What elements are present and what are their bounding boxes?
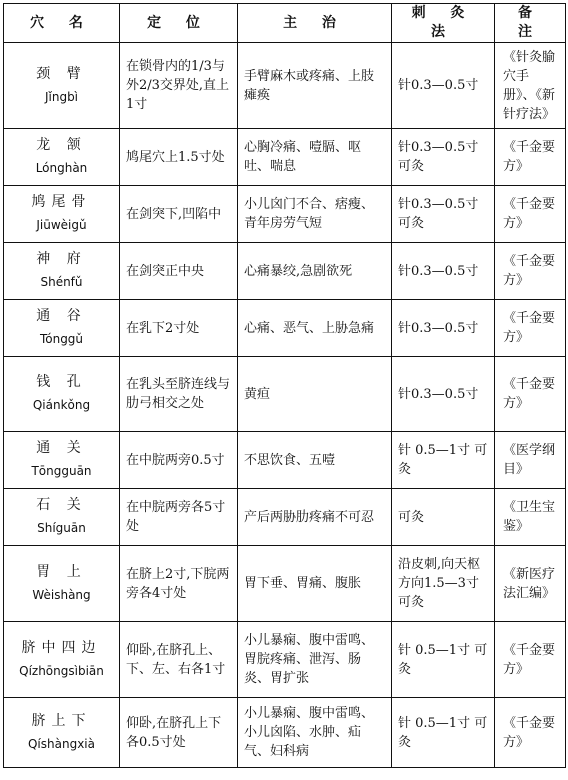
point-pinyin: Lónghàn <box>35 161 88 175</box>
indication-cell: 胃下垂、胃痛、腹胀 <box>238 546 392 622</box>
location-cell: 在锁骨内的1/3与外2/3交界处,直上1寸 <box>120 43 238 129</box>
acupoint-table <box>3 3 566 768</box>
point-name: 通 关 <box>36 440 87 456</box>
location-cell: 在剑突正中央 <box>120 243 238 300</box>
point-name: 石 关 <box>36 497 87 513</box>
point-name-cell <box>4 698 120 768</box>
note-cell: 《千金要方》 <box>495 300 566 357</box>
indication-cell: 不思饮食、五噎 <box>238 432 392 489</box>
point-name: 鸠尾骨 <box>31 194 92 210</box>
location-cell: 在脐上2寸,下脘两旁各4寸处 <box>120 546 238 622</box>
point-pinyin: Qíshàngxià <box>27 736 95 751</box>
header-row <box>4 4 566 43</box>
method-cell: 针 0.5—1寸 可灸 <box>392 432 495 489</box>
point-pinyin: Wèishàng <box>32 587 91 602</box>
table-row <box>4 129 566 186</box>
table-row <box>4 43 566 129</box>
point-name: 脐上下 <box>31 712 92 729</box>
table-row <box>4 357 566 432</box>
point-name-cell <box>4 622 120 698</box>
point-pinyin: Tōngguān <box>31 464 92 478</box>
point-name-cell <box>4 357 120 432</box>
point-name-cell <box>4 546 120 622</box>
location-cell: 在乳头至脐连线与肋弓相交之处 <box>120 357 238 432</box>
indication-cell: 心痛、恶气、上胁急痛 <box>238 300 392 357</box>
note-cell: 《卫生宝鉴》 <box>495 489 566 546</box>
table-row <box>4 432 566 489</box>
method-cell: 针0.3—0.5寸 <box>392 43 495 129</box>
indication-cell: 小儿暴痫、腹中雷鸣、小儿囟陷、水肿、疝气、妇科病 <box>238 698 392 768</box>
method-cell: 针 0.5—1寸 可灸 <box>392 698 495 768</box>
method-cell: 针0.3—0.5寸 <box>392 357 495 432</box>
indication-cell: 小儿暴痫、腹中雷鸣、胃脘疼痛、泄泻、肠炎、胃扩张 <box>238 622 392 698</box>
table-row <box>4 546 566 622</box>
header-indication: 主 治 <box>238 4 392 43</box>
note-cell: 《针灸腧穴手册》、《新针疗法》 <box>495 43 566 129</box>
note-cell: 《千金要方》 <box>495 186 566 243</box>
table-row <box>4 243 566 300</box>
method-cell: 针 0.5—1寸 可灸 <box>392 622 495 698</box>
point-name: 脐中四边 <box>21 639 102 656</box>
note-cell: 《千金要方》 <box>495 357 566 432</box>
point-name: 通 谷 <box>36 308 87 324</box>
point-name: 神 府 <box>36 251 87 267</box>
header-note: 备 注 <box>495 4 566 43</box>
point-name-cell <box>4 43 120 129</box>
point-name-cell <box>4 300 120 357</box>
point-name: 钱 孔 <box>36 374 87 390</box>
table-row <box>4 186 566 243</box>
note-cell: 《千金要方》 <box>495 698 566 768</box>
location-cell: 仰卧,在脐孔上、下、左、右各1寸 <box>120 622 238 698</box>
note-cell: 《新医疗法汇编》 <box>495 546 566 622</box>
method-cell: 沿皮刺,向天枢方向1.5—3寸 可灸 <box>392 546 495 622</box>
point-pinyin: Qízhōngsìbiān <box>19 663 104 678</box>
table-row <box>4 622 566 698</box>
point-name-cell <box>4 489 120 546</box>
point-name-cell <box>4 432 120 489</box>
point-pinyin: Jǐngbì <box>44 89 79 104</box>
note-cell: 《千金要方》 <box>495 622 566 698</box>
header-method: 刺 灸 法 <box>392 4 495 43</box>
method-cell: 针0.3—0.5寸 <box>392 300 495 357</box>
point-name: 颈 臂 <box>36 65 87 82</box>
note-cell: 《医学纲目》 <box>495 432 566 489</box>
point-pinyin: Qiánkǒng <box>32 398 91 412</box>
header-location: 定 位 <box>120 4 238 43</box>
point-pinyin: Jiūwèigǔ <box>36 218 87 232</box>
location-cell: 在剑突下,凹陷中 <box>120 186 238 243</box>
point-name: 胃 上 <box>36 563 87 580</box>
point-pinyin: Shíguān <box>37 521 86 535</box>
indication-cell: 产后两胁肋疼痛不可忍 <box>238 489 392 546</box>
method-cell: 针0.3—0.5寸 可灸 <box>392 129 495 186</box>
indication-cell: 小儿囟门不合、痞瘦、青年房劳气短 <box>238 186 392 243</box>
table-row <box>4 489 566 546</box>
indication-cell: 手臂麻木或疼痛、上肢瘫痪 <box>238 43 392 129</box>
header-point-name: 穴 名 <box>4 4 120 43</box>
point-pinyin: Shénfǔ <box>40 275 83 289</box>
method-cell: 可灸 <box>392 489 495 546</box>
point-name-cell <box>4 186 120 243</box>
location-cell: 仰卧,在脐孔上下各0.5寸处 <box>120 698 238 768</box>
method-cell: 针0.3—0.5寸 可灸 <box>392 186 495 243</box>
indication-cell: 心痛暴绞,急剧欲死 <box>238 243 392 300</box>
indication-cell: 心胸冷痛、噎膈、呕吐、喘息 <box>238 129 392 186</box>
location-cell: 在中脘两旁0.5寸 <box>120 432 238 489</box>
indication-cell: 黄疸 <box>238 357 392 432</box>
location-cell: 在乳下2寸处 <box>120 300 238 357</box>
point-name-cell <box>4 243 120 300</box>
location-cell: 鸠尾穴上1.5寸处 <box>120 129 238 186</box>
table-row <box>4 698 566 768</box>
method-cell: 针0.3—0.5寸 <box>392 243 495 300</box>
point-name: 龙 颔 <box>36 137 87 153</box>
note-cell: 《千金要方》 <box>495 129 566 186</box>
table-row <box>4 300 566 357</box>
note-cell: 《千金要方》 <box>495 243 566 300</box>
location-cell: 在中脘两旁各5寸处 <box>120 489 238 546</box>
point-name-cell <box>4 129 120 186</box>
point-pinyin: Tónggǔ <box>39 332 84 346</box>
